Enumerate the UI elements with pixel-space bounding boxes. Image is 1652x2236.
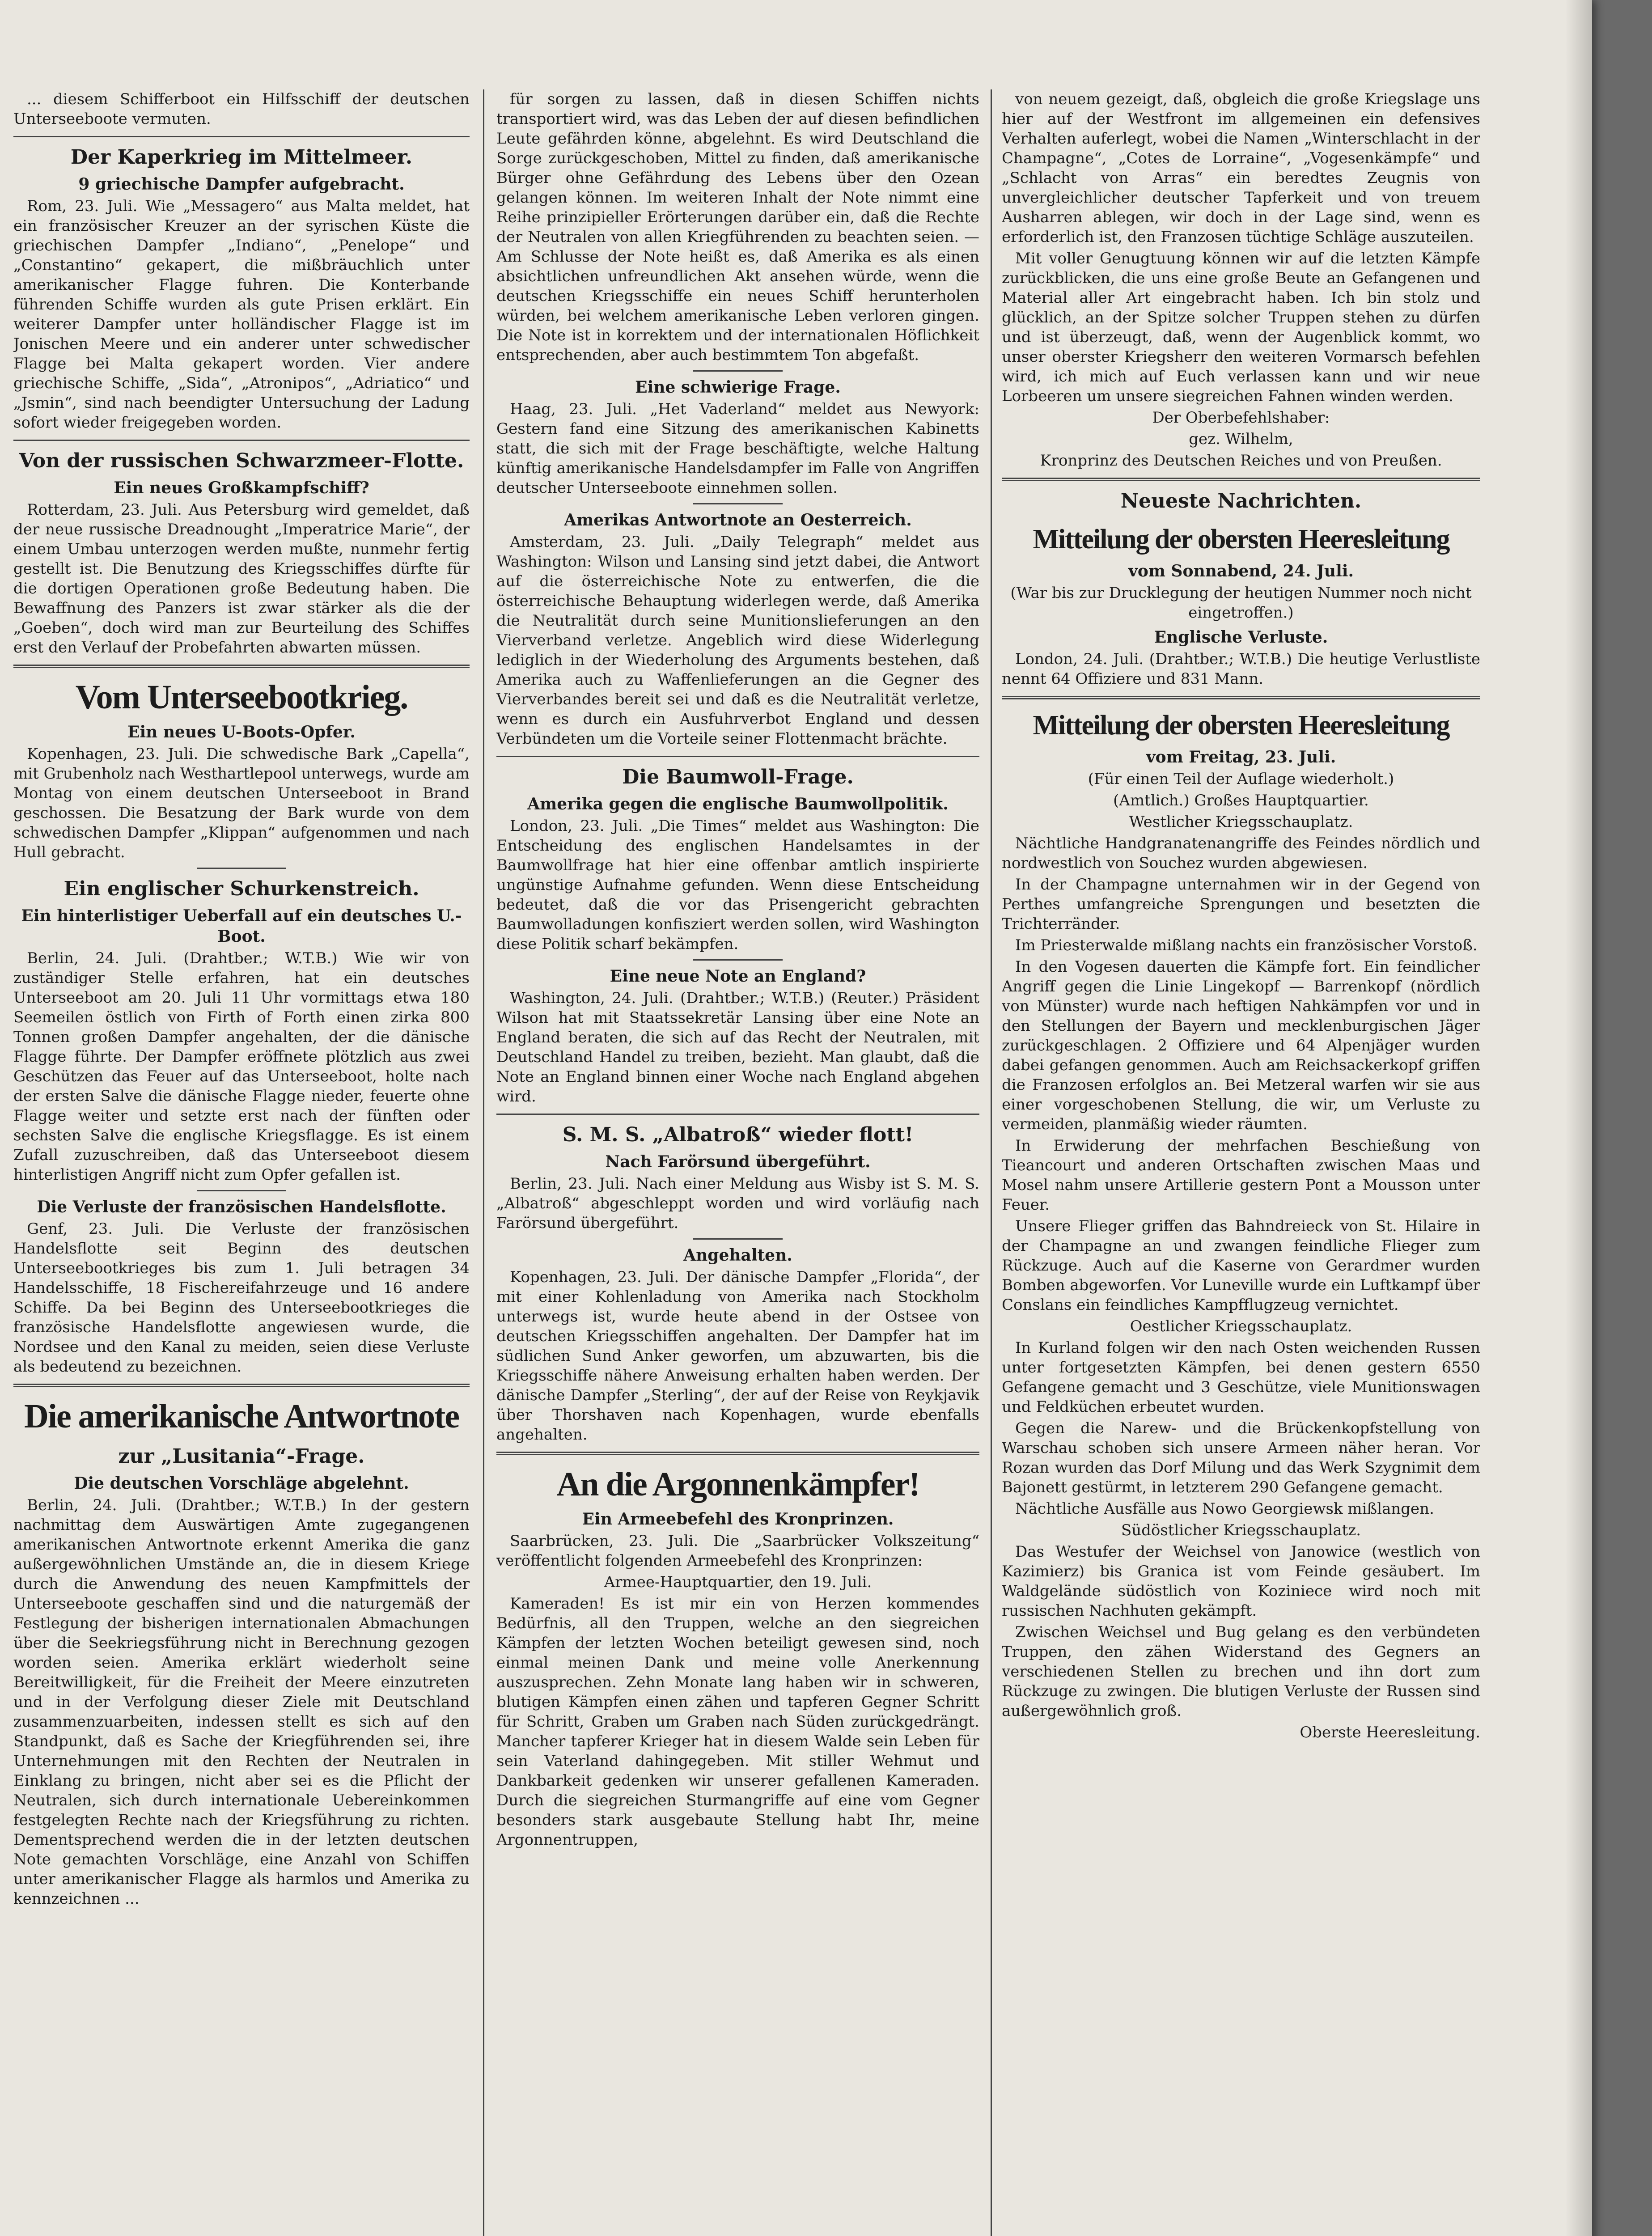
- subheadline: vom Freitag, 23. Juli.: [1146, 748, 1336, 767]
- short-divider: [693, 503, 783, 504]
- short-divider: [197, 868, 286, 869]
- signature: Oberste Heeresleitung.: [1300, 1724, 1480, 1741]
- subheadline: Amerika gegen die englische Baumwollpolitik.: [527, 795, 949, 813]
- headline: Ein englischer Schurkenstreich.: [64, 877, 419, 900]
- article-text: Kopenhagen, 23. Juli. Der dänische Dampfer „Florida“, der mit einer Kohlenladung von Amerika nach Stockholm unterwegs ist, wurde heute abend in der Ostsee von deutschen Kriegsschiffen angehalten. Der Dampfer hat im südlichen Sund Anker geworfen, um abzuwarten, bis die Kriegsschiffe nähere Anweisung erhalten haben werden. Der dänische Dampfer „Sterling“, der auf der Reise von Reykjavik über Thorshaven nach Kopenhagen, wurde ebenfalls angehalten.: [496, 1268, 979, 1444]
- section-subheading: Westlicher Kriegsschauplatz.: [1129, 813, 1353, 831]
- column-1: [13, 89, 470, 2236]
- divider: [496, 1452, 979, 1455]
- article-text: London, 23. Juli. „Die Times“ meldet aus Washington: Die Entscheidung des englischen Handelsamtes in der Baumwollfrage hat hier eine offenbar amtlich inspirierte ungünstige Aufnahme gefunden. Wenn diese Entscheidung bedeutet, daß die vor das Prisengericht gebrachten Baumwolladungen konfisziert werden sollen, wird Washington diese Politik scharf bekämpfen.: [496, 817, 979, 953]
- article-text: Mit voller Genugtuung können wir auf die letzten Kämpfe zurückblicken, die uns eine große Beute an Gefangenen und Material aller Art eingebracht haben. Ich bin stolz und glücklich, an der Spitze solcher Truppen stehen zu dürfen und ist überzeugt, daß, wenn der Augenblick kommt, wo unser oberster Kriegsherr den weiteren Vormarsch befehlen wird, ich mich auf Euch verlassen kann und wir neue Lorbeeren um unsere siegreichen Fahnen winden werden.: [1002, 250, 1480, 405]
- section-subheading: Oestlicher Kriegsschauplatz.: [1130, 1317, 1352, 1335]
- headline: S. M. S. „Albatroß“ wieder flott!: [562, 1123, 914, 1146]
- article-text: In der Champagne unternahmen wir in der Gegend von Perthes umfangreiche Sprengungen und besetzten die Trichterränder.: [1002, 876, 1480, 933]
- article-text: Haag, 23. Juli. „Het Vaderland“ meldet aus Newyork: Gestern fand eine Sitzung des amerikanischen Kabinetts statt, die sich mit der Frage beschäftigte, welche Haltung künftig amerikanische Handelsdampfer im Falle von Angriffen deutscher Unterseeboote einnehmen sollen.: [496, 400, 979, 497]
- subheadline: Ein hinterlistiger Ueberfall auf ein deutsches U.-Boot.: [21, 906, 462, 946]
- subheadline: Nach Farörsund übergeführt.: [605, 1152, 871, 1171]
- divider: [496, 1114, 979, 1115]
- article-text: Gegen die Narew- und die Brückenkopfstellung von Warschau schoben sich unsere Armeen näher heran. Vor Rozan wurden das Dorf Milung und das Werk Szygnimit dem Bajonett gestürmt, in letzterem 290 Gefangene gemacht.: [1002, 1419, 1480, 1496]
- article-text: Kopenhagen, 23. Juli. Die schwedische Bark „Capella“, mit Grubenholz nach Westhartlepool unterwegs, wurde am Montag von einem deutschen Unterseeboot in Brand geschossen. Die Besatzung der Bark wurde von dem schwedischen Dampfer „Klippan“ aufgenommen und nach Hull gebracht.: [13, 745, 470, 861]
- column-3: [1002, 89, 1480, 2236]
- divider: [1002, 478, 1480, 481]
- article-text: Berlin, 24. Juli. (Drahtber.; W.T.B.) In der gestern nachmittag dem Auswärtigen Amte zugegangenen amerikanischen Antwortnote erkennt Amerika die ganz außergewöhnlichen Umstände an, die in diesem Kriege durch die Anwendung des neuen Kampfmittels der Unterseeboote geschaffen sind und die naturgemäß der Festlegung der bisherigen internationalen Abmachungen über die Seekriegsführung nicht in Berechnung gezogen worden seien. Amerika erklärt wiederholt seine Bereitwilligkeit, für die Freiheit der Meere einzutreten und in der Verfolgung dieser Ziele mit Deutschland zusammenzuarbeiten, indessen stellt es sich auf den Standpunkt, daß es Sache der Kriegführenden sei, ihre Unternehmungen mit den Rechten der Neutralen in Einklang zu bringen, nicht aber sei es die Pflicht der Neutralen, sich durch internationale Uebereinkommen festgelegten Rechte nach der Kriegsführung zu richten. Dementsprechend werden die in der letzten deutschen Note gemachten Vorschläge, eine Anzahl von Schiffen unter amerikanischer Flagge als harmlos und Amerika zu kennzeichnen ...: [13, 1496, 470, 1908]
- article-text: Genf, 23. Juli. Die Verluste der französischen Handelsflotte seit Beginn des deutschen Unterseebootkrieges bis zum 1. Juli betragen 34 Handelsschiffe, 18 Fischereifahrzeuge und 16 andere Schiffe. Da bei Beginn des Unterseebootkrieges die französische Handelsflotte angewiesen wurde, die Nordsee und den Kanal zu meiden, seien diese Verluste als bedeutend zu bezeichnen.: [13, 1220, 470, 1376]
- signature-rank: Kronprinz des Deutschen Reiches und von Preußen.: [1040, 452, 1442, 470]
- short-divider: [693, 370, 783, 372]
- headline-large: Mitteilung der obersten Heeresleitung: [1033, 710, 1449, 741]
- headline: Amerikas Antwortnote an Oesterreich.: [564, 511, 912, 529]
- divider: [13, 440, 470, 441]
- subheadline: Englische Verluste.: [1154, 628, 1328, 647]
- section-heading: Neueste Nachrichten.: [1120, 490, 1362, 512]
- note: (Für einen Teil der Auflage wiederholt.): [1088, 770, 1394, 788]
- short-divider: [693, 1238, 783, 1240]
- dateline: Armee-Hauptquartier, den 19. Juli.: [604, 1573, 872, 1591]
- article-text: In Erwiderung der mehrfachen Beschießung von Tieancourt und anderen Ortschaften zwischen Maas und Mosel nahm unsere Artillerie gestern Pont a Mousson unter Feuer.: [1002, 1137, 1480, 1214]
- headline: Die Verluste der französischen Handelsflotte.: [37, 1198, 446, 1216]
- subheadline: 9 griechische Dampfer aufgebracht.: [78, 175, 405, 194]
- article-text: ... diesem Schifferboot ein Hilfsschiff der deutschen Unterseeboote vermuten.: [13, 90, 470, 128]
- article-text: Rom, 23. Juli. Wie „Messagero“ aus Malta meldet, hat ein französischer Kreuzer an der syrischen Küste die griechischen Dampfer „Indiano“, „Penelope“ und „Constantino“ gekapert, die mißbräuchlich unter amerikanischer Flagge fuhren. Die Konterbande führenden Schiffe wurden als gute Prisen erklärt. Ein weiterer Dampfer unter holländischer Flagge ist im Jonischen Meere und ein anderer unter schwedischer Flagge bei Malta gekapert worden. Vier andere griechische Schiffe, „Sida“, „Atronipos“, „Adriatico“ und „Jsmin“, sind nach beendigter Untersuchung der Ladung sofort wieder freigegeben worden.: [13, 197, 470, 432]
- headline: Von der russischen Schwarzmeer-Flotte.: [19, 449, 464, 472]
- subheadline: vom Sonnabend, 24. Juli.: [1128, 562, 1354, 580]
- article-text: London, 24. Juli. (Drahtber.; W.T.B.) Die heutige Verlustliste nennt 64 Offiziere und 831 Mann.: [1002, 650, 1480, 688]
- subheadline: Ein Armeebefehl des Kronprinzen.: [582, 1510, 894, 1529]
- signature-title: Der Oberbefehlshaber:: [1152, 409, 1330, 427]
- divider: [13, 665, 470, 668]
- short-divider: [197, 1190, 286, 1191]
- headline: Der Kaperkrieg im Mittelmeer.: [70, 146, 413, 169]
- article-text: Rotterdam, 23. Juli. Aus Petersburg wird gemeldet, daß der neue russische Dreadnought „Imperatrice Marie“, der einem Umbau unterzogen werden mußte, nunmehr fertig gestellt ist. Die Benutzung des Kriegsschiffes dürfte für die dortigen Operationen große Bedeutung haben. Die Bewaffnung des Panzers ist zwar stärker als die der „Goeben“, doch wird man zur Beurteilung des Schiffes erst den Verlauf der Probefahrten abwarten müssen.: [13, 501, 470, 656]
- article-text: Kameraden! Es ist mir ein von Herzen kommendes Bedürfnis, all den Truppen, welche an den siegreichen Kämpfen der letzten Wochen beteiligt gewesen sind, noch einmal meinen Dank und meine volle Anerkennung auszusprechen. Zehn Monate lang haben wir in schweren, blutigen Kämpfen einen zähen und tapferen Gegner Schritt für Schritt, Graben um Graben nach Süden zurückgedrängt. Mancher tapferer Krieger hat in diesem Walde sein Leben für sein Vaterland dahingegeben. Mit stiller Wehmut und Dankbarkeit gedenken wir unserer gefallenen Kameraden. Durch die siegreichen Sturmangriffe auf eine vom Gegner besonders stark ausgebaute Stellung habt Ihr, meine Argonnentruppen,: [496, 1595, 979, 1849]
- article-text: Berlin, 24. Juli. (Drahtber.; W.T.B.) Wie wir von zuständiger Stelle erfahren, hat ein deutsches Unterseeboot am 20. Juli 11 Uhr vormittags etwa 180 Seemeilen östlich von Firth of Forth einen zirka 800 Tonnen großen Dampfer angehalten, der die dänische Flagge führte. Der Dampfer eröffnete plötzlich aus zwei Geschützen das Feuer auf das Unterseeboot, holte nach der ersten Salve die dänische Flagge nieder, feuerte ohne Flagge weiter und setzte erst nach der fünften oder sechsten Salve die englische Kriegsflagge. Es ist einem Zufall zuzuschreiben, daß das Unterseeboot diesem hinterlistigen Angriff nicht zum Opfer gefallen ist.: [13, 949, 470, 1184]
- article-text: Zwischen Weichsel und Bug gelang es den verbündeten Truppen, den zähen Widerstand des Gegners an verschiedenen Stellen zu brechen und ihn dort zum Rückzuge zu zwingen. Die blutigen Verluste der Russen sind außergewöhnlich groß.: [1002, 1623, 1480, 1720]
- section-subheading: Südöstlicher Kriegsschauplatz.: [1121, 1521, 1361, 1539]
- article-text: Berlin, 23. Juli. Nach einer Meldung aus Wisby ist S. M. S. „Albatroß“ abgeschleppt worden und wird vorläufig nach Farörsund übergeführt.: [496, 1175, 979, 1232]
- headline: Angehalten.: [683, 1246, 792, 1265]
- column-2: [496, 89, 979, 2236]
- headline: Eine neue Note an England?: [610, 967, 866, 986]
- subheadline: Ein neues Großkampfschiff?: [114, 479, 369, 497]
- article-text: Saarbrücken, 23. Juli. Die „Saarbrücker Volkszeitung“ veröffentlicht folgenden Armeebefehl des Kronprinzen:: [496, 1532, 979, 1570]
- short-divider: [693, 959, 783, 961]
- subheadline: Ein neues U-Boots-Opfer.: [127, 723, 356, 741]
- divider: [13, 1384, 470, 1387]
- divider: [13, 136, 470, 137]
- headline-large: An die Argonnenkämpfer!: [556, 1465, 919, 1503]
- headline-large: Vom Unterseebootkrieg.: [75, 678, 408, 716]
- subheadline: Die deutschen Vorschläge abgelehnt.: [74, 1474, 409, 1493]
- headline-large: Die amerikanische Antwortnote: [24, 1398, 459, 1435]
- article-text: Washington, 24. Juli. (Drahtber.; W.T.B.) (Reuter.) Präsident Wilson hat mit Staatssekretär Lansing über eine Note an England beraten, die sich auf das Recht der Neutralen, mit Deutschland Handel zu treiben, bezieht. Man glaubt, daß die Note an England binnen einer Woche nach England abgehen wird.: [496, 989, 979, 1105]
- article-text: In Kurland folgen wir den nach Osten weichenden Russen unter fortgesetzten Kämpfen, bei denen gestern 6550 Gefangene gemacht und 3 Geschütze, viele Munitionswagen und Feldküchen erbeutet wurden.: [1002, 1339, 1480, 1416]
- article-text: Das Westufer der Weichsel von Janowice (westlich von Kazimierz) bis Granica ist vom Feinde gesäubert. Im Waldgelände südöstlich von Koziniece wird noch mit russischen Nachhuten gekämpft.: [1002, 1543, 1480, 1620]
- article-text: von neuem gezeigt, daß, obgleich die große Kriegslage uns hier auf der Westfront im allgemeinen ein defensives Verhalten auferlegt, wobei die Namen „Winterschlacht in der Champagne“, „Cotes de Lorraine“, „Vogesenkämpfe“ und „Schlacht von Arras“ ein beredtes Zeugnis von unvergleichlicher deutscher Tapferkeit und von treuem Ausharren ablegen, wir doch in der Lage sind, wenn es erforderlich ist, den Franzosen tüchtige Schläge auszuteilen.: [1002, 90, 1480, 246]
- headline: zur „Lusitania“-Frage.: [118, 1445, 365, 1468]
- article-text: In den Vogesen dauerten die Kämpfe fort. Ein feindlicher Angriff gegen die Linie Lingekopf — Barrenkopf (nördlich von Münster) wurde nach heftigen Nahkämpfen vor und in den Stellungen der Bayern und mecklenburgischen Jäger zurückgeschlagen. 2 Offiziere und 64 Alpenjäger wurden dabei gefangen genommen. Auch am Reichsackerkopf griffen die Franzosen erfolglos an. Bei Metzeral warfen wir sie aus einer vorgeschobenen Stellung, die wir, um Verluste zu vermeiden, planmäßig wieder räumten.: [1002, 958, 1480, 1133]
- article-text: Nächtliche Handgranatenangriffe des Feindes nördlich und nordwestlich von Souchez wurden abgewiesen.: [1002, 834, 1480, 872]
- dateline: (Amtlich.) Großes Hauptquartier.: [1113, 792, 1369, 809]
- article-text: Nächtliche Ausfälle aus Nowo Georgiewsk mißlangen.: [1015, 1500, 1434, 1518]
- article-text: Im Priesterwalde mißlang nachts ein französischer Vorstoß.: [1015, 936, 1478, 954]
- divider: [496, 756, 979, 757]
- column-rule: [991, 89, 992, 2236]
- signature-name: gez. Wilhelm,: [1189, 430, 1293, 448]
- article-text: für sorgen zu lassen, daß in diesen Schiffen nichts transportiert wird, was das Leben der auf diesen befindlichen Leute gefährden könne, abgelehnt. Es wird Deutschland die Sorge zurückgeschoben, Mittel zu finden, daß amerikanische Bürger ohne Gefährdung des Lebens über den Ozean gelangen können. Im weiteren Inhalt der Note nimmt eine Reihe prinzipieller Erörterungen darüber ein, daß die Rechte der Neutralen von allen Kriegführenden zu beachten seien. — Am Schlusse der Note heißt es, daß Amerika es als einen absichtlichen unfreundlichen Akt ansehen würde, wenn die deutschen Kriegsschiffe ein neues Schiff herunterholen würden, bei welchem amerikanische Leben verloren gingen. Die Note ist in korrektem und der internationalen Höflichkeit entsprechenden, aber auch bestimmtem Ton abgefaßt.: [496, 90, 979, 364]
- note: (War bis zur Drucklegung der heutigen Nummer noch nicht eingetroffen.): [1010, 584, 1472, 622]
- headline: Die Baumwoll-Frage.: [622, 766, 854, 788]
- headline: Eine schwierige Frage.: [635, 378, 841, 397]
- article-text: Unsere Flieger griffen das Bahndreieck von St. Hilaire in der Champagne an und zwangen feindliche Flieger zum Rückzuge. Auch auf die Kaserne von Gerardmer wurden Bomben abgeworfen. Vor Luneville wurde ein Luftkampf über Conslans ein feindliches Kampfflugzeug vernichtet.: [1002, 1217, 1480, 1314]
- divider: [1002, 696, 1480, 699]
- column-rule: [483, 89, 484, 2236]
- headline-large: Mitteilung der obersten Heeresleitung: [1033, 524, 1449, 555]
- article-text: Amsterdam, 23. Juli. „Daily Telegraph“ meldet aus Washington: Wilson und Lansing sind jetzt dabei, die Antwort auf die österreichische Note zu entwerfen, die die österreichische Behauptung widerlegen werde, daß Amerika die Neutralität durch seine Munitionslieferungen an den Vierverband verletze. Angeblich wird diese Widerlegung lediglich in der Wiederholung des Arguments bestehen, daß Amerika auch zu Waffenlieferungen an die Gegner des Vierverbandes bereit sei und daß es die Neutralität verletze, wenn es durch ein Ausfuhrverbot England und dessen Verbündeten um die Vorteile seiner Flottenmacht brächte.: [496, 533, 979, 748]
